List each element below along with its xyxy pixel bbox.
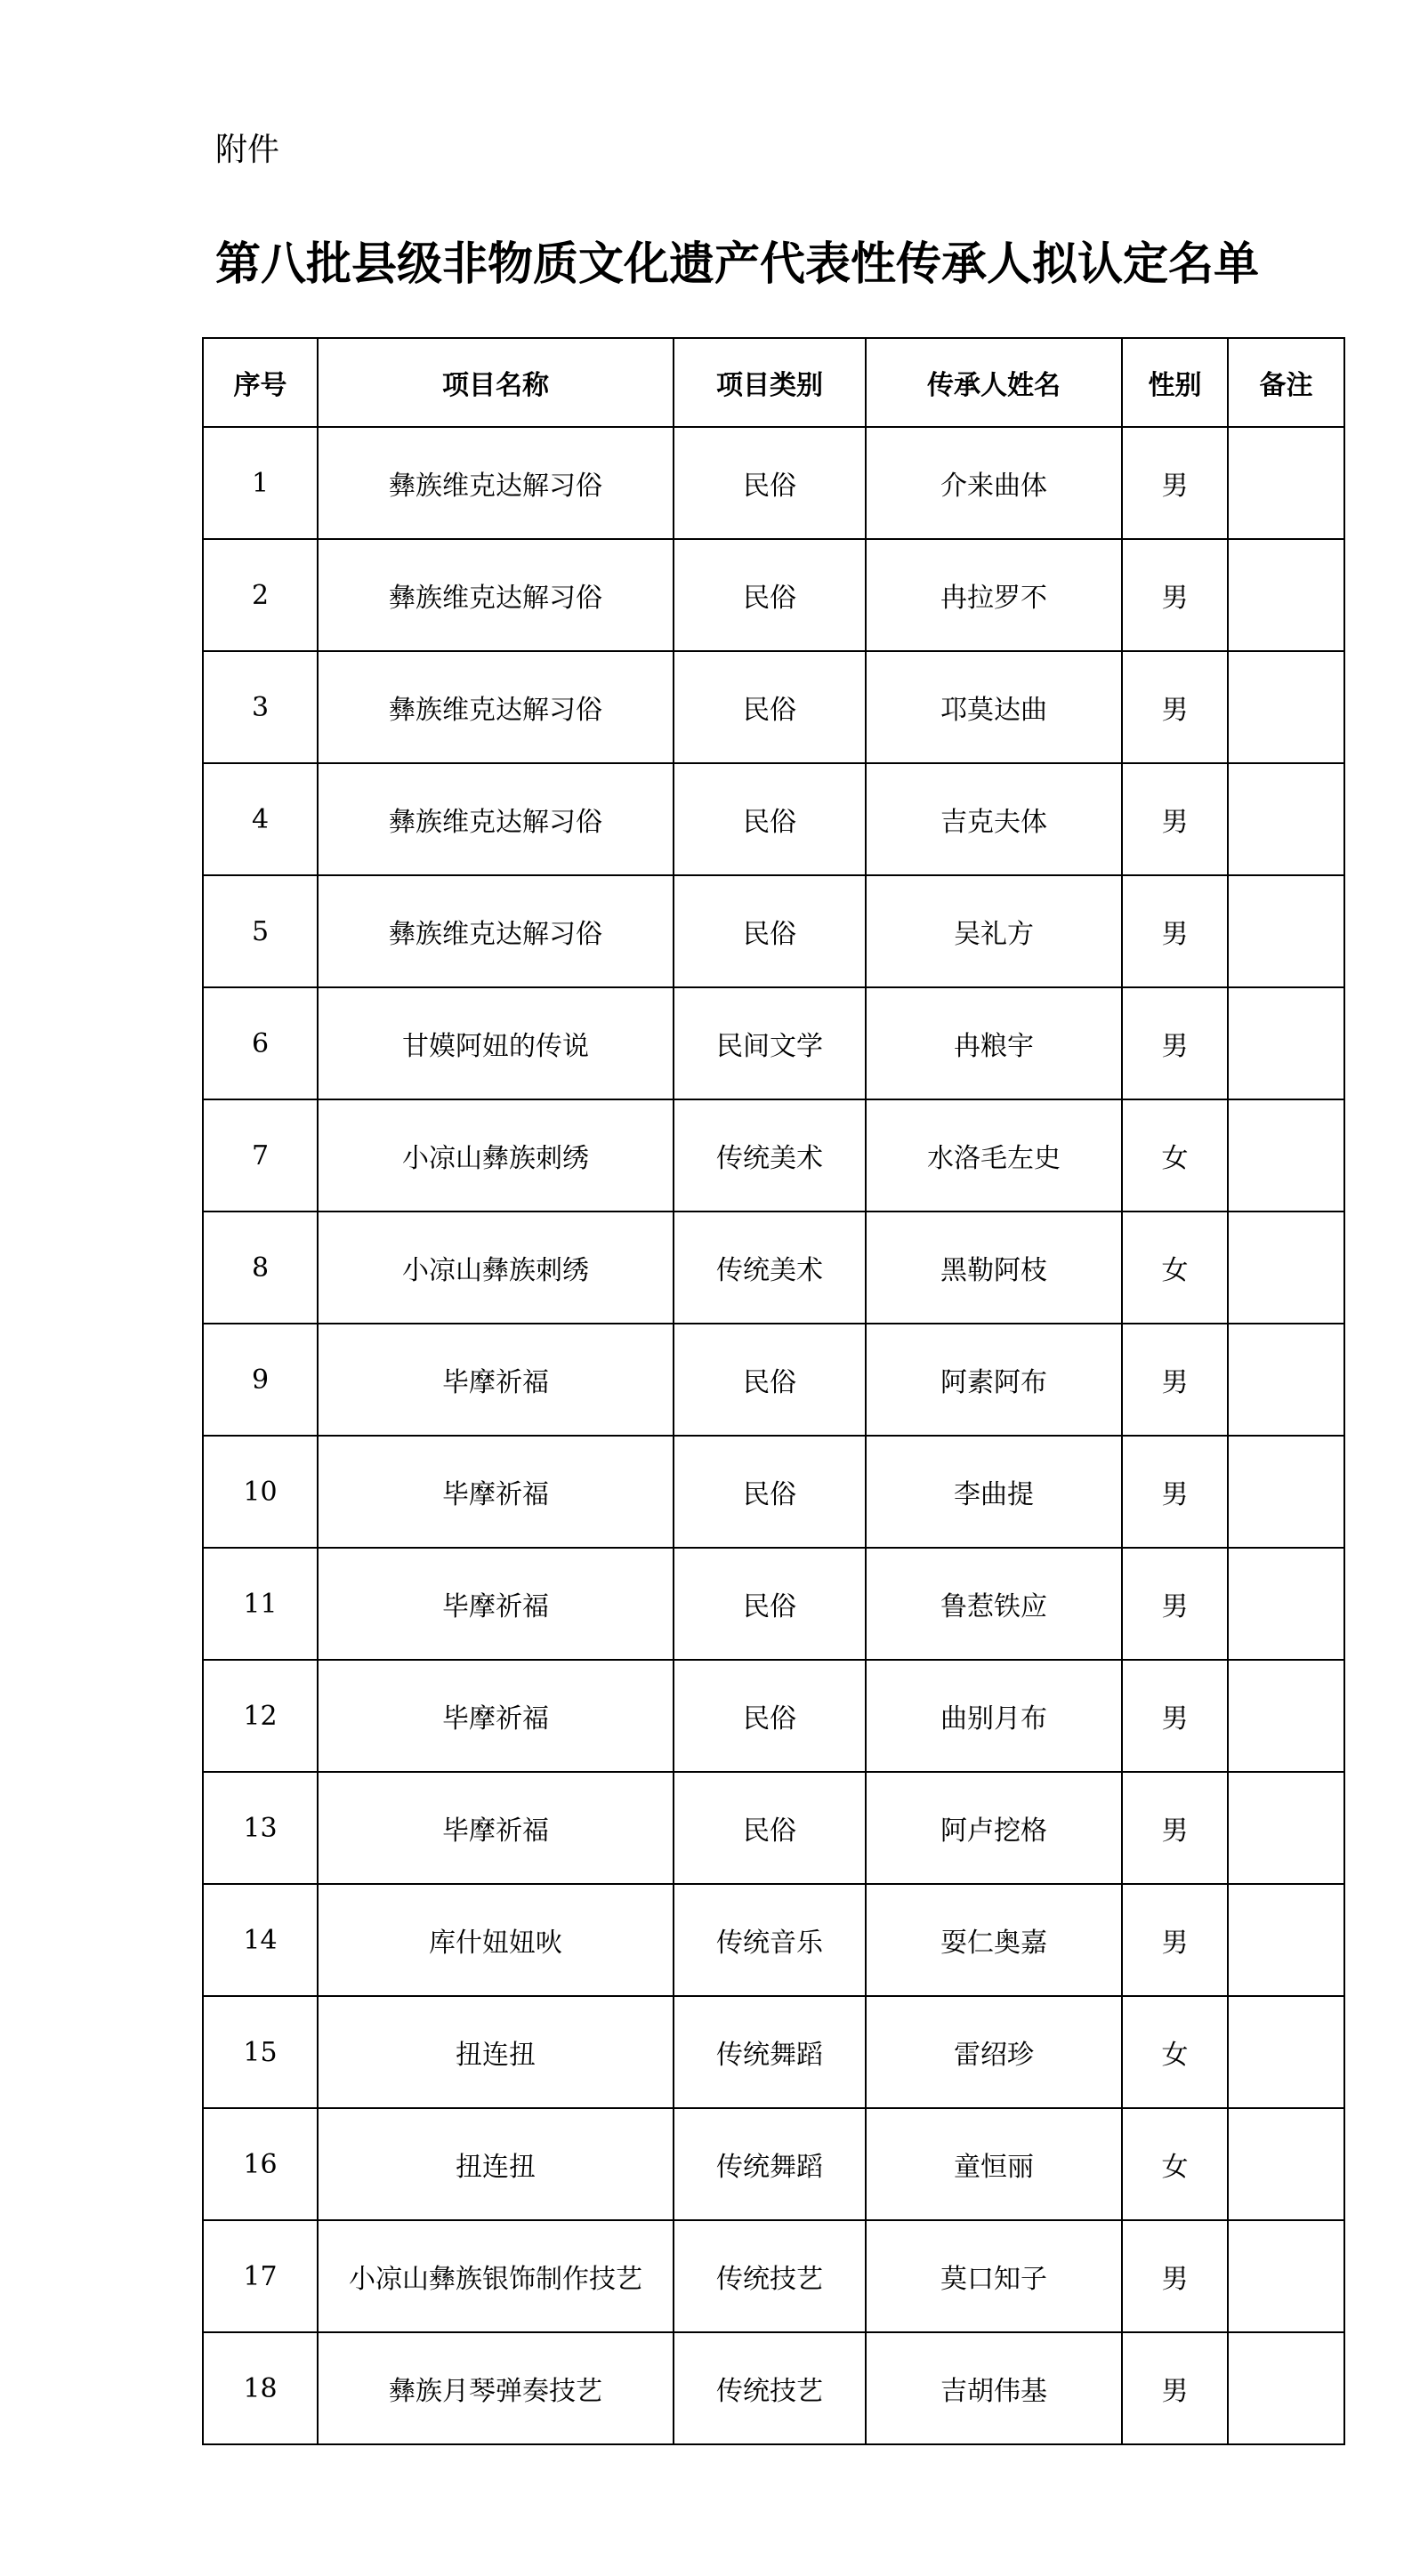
table-row [203, 1436, 1344, 1548]
table-body [203, 427, 1344, 2444]
cell-remarks [1228, 2108, 1344, 2220]
header-project-category: 项目类别 [674, 338, 866, 427]
table-row [203, 1548, 1344, 1660]
cell-serial-number: 14 [203, 1884, 318, 1996]
cell-inheritor-name: 吴礼方 [866, 875, 1122, 987]
cell-serial-number: 8 [203, 1212, 318, 1324]
cell-project-name: 彝族维克达解习俗 [318, 427, 674, 539]
cell-inheritor-name: 雷绍珍 [866, 1996, 1122, 2108]
cell-gender: 女 [1122, 1212, 1228, 1324]
cell-serial-number: 4 [203, 763, 318, 875]
header-serial-number: 序号 [203, 338, 318, 427]
cell-gender: 男 [1122, 651, 1228, 763]
cell-inheritor-name: 曲别月布 [866, 1660, 1122, 1772]
cell-project-name: 小凉山彝族银饰制作技艺 [318, 2220, 674, 2332]
cell-remarks [1228, 1324, 1344, 1436]
cell-serial-number: 16 [203, 2108, 318, 2220]
cell-project-name: 扭连扭 [318, 2108, 674, 2220]
cell-serial-number: 10 [203, 1436, 318, 1548]
cell-project-name: 彝族维克达解习俗 [318, 875, 674, 987]
cell-project-category: 民俗 [674, 427, 866, 539]
cell-gender: 男 [1122, 875, 1228, 987]
cell-project-category: 民俗 [674, 1772, 866, 1884]
cell-serial-number: 11 [203, 1548, 318, 1660]
attachment-label: 附件 [215, 132, 280, 168]
cell-gender: 男 [1122, 2220, 1228, 2332]
cell-inheritor-name: 鲁惹铁应 [866, 1548, 1122, 1660]
cell-project-category: 传统舞蹈 [674, 2108, 866, 2220]
table-row [203, 763, 1344, 875]
cell-gender: 男 [1122, 763, 1228, 875]
cell-inheritor-name: 阿卢挖格 [866, 1772, 1122, 1884]
table-row [203, 1212, 1344, 1324]
cell-serial-number: 2 [203, 539, 318, 651]
cell-remarks [1228, 2332, 1344, 2444]
cell-project-category: 民俗 [674, 651, 866, 763]
cell-project-name: 小凉山彝族刺绣 [318, 1099, 674, 1212]
cell-project-category: 传统舞蹈 [674, 1996, 866, 2108]
table-row [203, 2332, 1344, 2444]
cell-inheritor-name: 冉粮宇 [866, 987, 1122, 1099]
cell-remarks [1228, 1548, 1344, 1660]
cell-remarks [1228, 2220, 1344, 2332]
cell-serial-number: 17 [203, 2220, 318, 2332]
cell-remarks [1228, 1884, 1344, 1996]
table-header-row [203, 338, 1344, 427]
cell-serial-number: 1 [203, 427, 318, 539]
cell-gender: 男 [1122, 427, 1228, 539]
table-row [203, 987, 1344, 1099]
cell-inheritor-name: 冉拉罗不 [866, 539, 1122, 651]
header-remarks: 备注 [1228, 338, 1344, 427]
table-row [203, 427, 1344, 539]
cell-inheritor-name: 吉胡伟基 [866, 2332, 1122, 2444]
cell-project-name: 毕摩祈福 [318, 1324, 674, 1436]
cell-inheritor-name: 邛莫达曲 [866, 651, 1122, 763]
table-row [203, 1884, 1344, 1996]
table-row [203, 2220, 1344, 2332]
cell-serial-number: 18 [203, 2332, 318, 2444]
cell-serial-number: 12 [203, 1660, 318, 1772]
cell-gender: 女 [1122, 1099, 1228, 1212]
table-row [203, 2108, 1344, 2220]
cell-remarks [1228, 1772, 1344, 1884]
cell-project-category: 传统音乐 [674, 1884, 866, 1996]
inheritor-table [202, 337, 1345, 2445]
cell-serial-number: 5 [203, 875, 318, 987]
cell-gender: 男 [1122, 1772, 1228, 1884]
cell-project-name: 库什妞妞吙 [318, 1884, 674, 1996]
cell-project-category: 民俗 [674, 1324, 866, 1436]
cell-project-category: 传统美术 [674, 1099, 866, 1212]
cell-project-category: 民俗 [674, 763, 866, 875]
cell-project-category: 民俗 [674, 875, 866, 987]
table-row [203, 1772, 1344, 1884]
cell-inheritor-name: 水洛毛左史 [866, 1099, 1122, 1212]
table-row [203, 1099, 1344, 1212]
cell-remarks [1228, 539, 1344, 651]
table-row [203, 1660, 1344, 1772]
cell-gender: 男 [1122, 539, 1228, 651]
cell-project-name: 彝族月琴弹奏技艺 [318, 2332, 674, 2444]
cell-remarks [1228, 1099, 1344, 1212]
cell-remarks [1228, 1212, 1344, 1324]
cell-project-name: 彝族维克达解习俗 [318, 539, 674, 651]
cell-gender: 男 [1122, 2332, 1228, 2444]
cell-project-category: 民俗 [674, 1660, 866, 1772]
cell-serial-number: 6 [203, 987, 318, 1099]
cell-project-category: 民俗 [674, 539, 866, 651]
cell-gender: 男 [1122, 987, 1228, 1099]
cell-remarks [1228, 763, 1344, 875]
cell-serial-number: 7 [203, 1099, 318, 1212]
cell-project-category: 民俗 [674, 1436, 866, 1548]
cell-serial-number: 13 [203, 1772, 318, 1884]
cell-serial-number: 15 [203, 1996, 318, 2108]
cell-remarks [1228, 1660, 1344, 1772]
cell-project-name: 甘嫫阿妞的传说 [318, 987, 674, 1099]
cell-project-category: 传统技艺 [674, 2332, 866, 2444]
cell-remarks [1228, 875, 1344, 987]
cell-inheritor-name: 吉克夫体 [866, 763, 1122, 875]
table-row [203, 1996, 1344, 2108]
cell-remarks [1228, 427, 1344, 539]
cell-gender: 男 [1122, 1548, 1228, 1660]
cell-gender: 男 [1122, 1660, 1228, 1772]
header-inheritor-name: 传承人姓名 [866, 338, 1122, 427]
cell-gender: 女 [1122, 2108, 1228, 2220]
cell-project-name: 扭连扭 [318, 1996, 674, 2108]
cell-remarks [1228, 987, 1344, 1099]
cell-gender: 男 [1122, 1436, 1228, 1548]
cell-gender: 男 [1122, 1884, 1228, 1996]
document-title: 第八批县级非物质文化遗产代表性传承人拟认定名单 [215, 237, 1260, 291]
cell-project-name: 毕摩祈福 [318, 1436, 674, 1548]
cell-project-name: 彝族维克达解习俗 [318, 763, 674, 875]
cell-remarks [1228, 1996, 1344, 2108]
header-project-name: 项目名称 [318, 338, 674, 427]
cell-inheritor-name: 童恒丽 [866, 2108, 1122, 2220]
cell-project-category: 民间文学 [674, 987, 866, 1099]
cell-inheritor-name: 介来曲体 [866, 427, 1122, 539]
header-gender: 性别 [1122, 338, 1228, 427]
cell-project-name: 毕摩祈福 [318, 1660, 674, 1772]
cell-remarks [1228, 1436, 1344, 1548]
cell-inheritor-name: 莫口知子 [866, 2220, 1122, 2332]
cell-project-category: 民俗 [674, 1548, 866, 1660]
cell-inheritor-name: 耍仁奥嘉 [866, 1884, 1122, 1996]
table-row [203, 1324, 1344, 1436]
cell-inheritor-name: 黑勒阿枝 [866, 1212, 1122, 1324]
cell-project-name: 毕摩祈福 [318, 1548, 674, 1660]
cell-serial-number: 9 [203, 1324, 318, 1436]
cell-remarks [1228, 651, 1344, 763]
cell-project-name: 彝族维克达解习俗 [318, 651, 674, 763]
cell-project-name: 小凉山彝族刺绣 [318, 1212, 674, 1324]
cell-serial-number: 3 [203, 651, 318, 763]
cell-inheritor-name: 李曲提 [866, 1436, 1122, 1548]
table-row [203, 539, 1344, 651]
cell-project-name: 毕摩祈福 [318, 1772, 674, 1884]
cell-gender: 女 [1122, 1996, 1228, 2108]
cell-project-category: 传统美术 [674, 1212, 866, 1324]
table-row [203, 875, 1344, 987]
cell-inheritor-name: 阿素阿布 [866, 1324, 1122, 1436]
cell-gender: 男 [1122, 1324, 1228, 1436]
cell-project-category: 传统技艺 [674, 2220, 866, 2332]
table-row [203, 651, 1344, 763]
